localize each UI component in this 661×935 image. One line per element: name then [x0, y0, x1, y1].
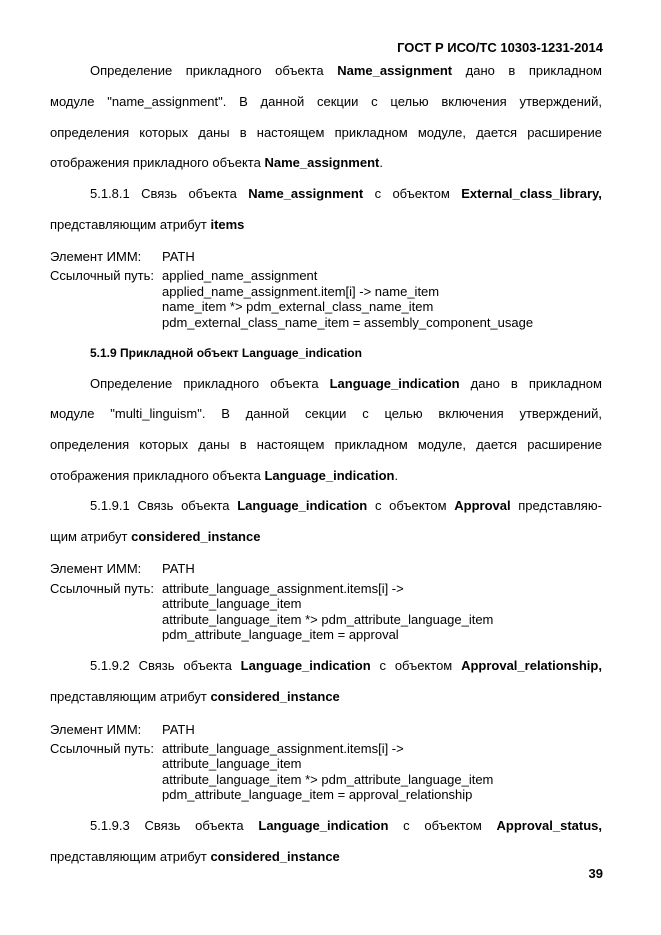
subsection-heading: 5.1.9.3 Связь объекта Language_indication с объектом Approval_status,: [90, 818, 602, 833]
mapping-path-line: applied_name_assignment.item[i] -> name_item: [162, 284, 440, 299]
mapping-path-line: name_item *> pdm_external_class_name_item: [162, 299, 434, 314]
mapping-element-value: PATH: [162, 249, 195, 264]
paragraph-line: модуле "name_assignment". В данной секции с целью включения утверждений,: [50, 94, 602, 109]
mapping-path-line: attribute_language_assignment.items[i] ->: [162, 741, 404, 756]
paragraph-line: Определение прикладного объекта Name_assignment дано в прикладном: [90, 63, 602, 78]
document-code: ГОСТ Р ИСО/ТС 10303-1231-2014: [397, 40, 603, 55]
mapping-path-line: pdm_attribute_language_item = approval_relationship: [162, 787, 473, 802]
mapping-path-line: attribute_language_assignment.items[i] ->: [162, 581, 404, 596]
mapping-path-label: Ссылочный путь:: [50, 268, 154, 283]
subsection-heading-cont: представляющим атрибут considered_instance: [50, 689, 340, 704]
mapping-element-value: PATH: [162, 561, 195, 576]
paragraph-line: определения которых даны в настоящем прикладном модуле, дается расширение: [50, 125, 602, 140]
subsection-heading-cont: представляющим атрибут considered_instance: [50, 849, 340, 864]
mapping-path-line: pdm_attribute_language_item = approval: [162, 627, 399, 642]
subsection-heading-cont: щим атрибут considered_instance: [50, 529, 261, 544]
subsection-heading: 5.1.8.1 Связь объекта Name_assignment с объектом External_class_library,: [90, 186, 602, 201]
subsection-heading-cont: представляющим атрибут items: [50, 217, 245, 232]
paragraph-line: определения которых даны в настоящем прикладном модуле, дается расширение: [50, 437, 602, 452]
mapping-element-label: Элемент ИММ:: [50, 561, 142, 576]
mapping-element-label: Элемент ИММ:: [50, 249, 142, 264]
mapping-element-label: Элемент ИММ:: [50, 722, 142, 737]
paragraph-line: отображения прикладного объекта Language_indication.: [50, 468, 399, 483]
mapping-path-line: attribute_language_item: [162, 756, 302, 771]
subsection-heading: 5.1.9.1 Связь объекта Language_indication с объектом Approval представляю-: [90, 498, 602, 513]
paragraph-line: Определение прикладного объекта Language_indication дано в прикладном: [90, 376, 602, 391]
subsection-heading: 5.1.9.2 Связь объекта Language_indication с объектом Approval_relationship,: [90, 658, 602, 673]
mapping-path-line: attribute_language_item *> pdm_attribute_language_item: [162, 772, 494, 787]
mapping-path-line: applied_name_assignment: [162, 268, 318, 283]
paragraph-line: отображения прикладного объекта Name_assignment.: [50, 155, 383, 170]
page-number: 39: [588, 866, 603, 881]
mapping-path-line: attribute_language_item *> pdm_attribute_language_item: [162, 612, 494, 627]
section-title: 5.1.9 Прикладной объект Language_indication: [90, 346, 362, 360]
mapping-path-label: Ссылочный путь:: [50, 581, 154, 596]
mapping-path-line: attribute_language_item: [162, 596, 302, 611]
mapping-path-line: pdm_external_class_name_item = assembly_component_usage: [162, 315, 534, 330]
paragraph-line: модуле "multi_linguism". В данной секции с целью включения утверждений,: [50, 406, 602, 421]
mapping-path-label: Ссылочный путь:: [50, 741, 154, 756]
mapping-element-value: PATH: [162, 722, 195, 737]
